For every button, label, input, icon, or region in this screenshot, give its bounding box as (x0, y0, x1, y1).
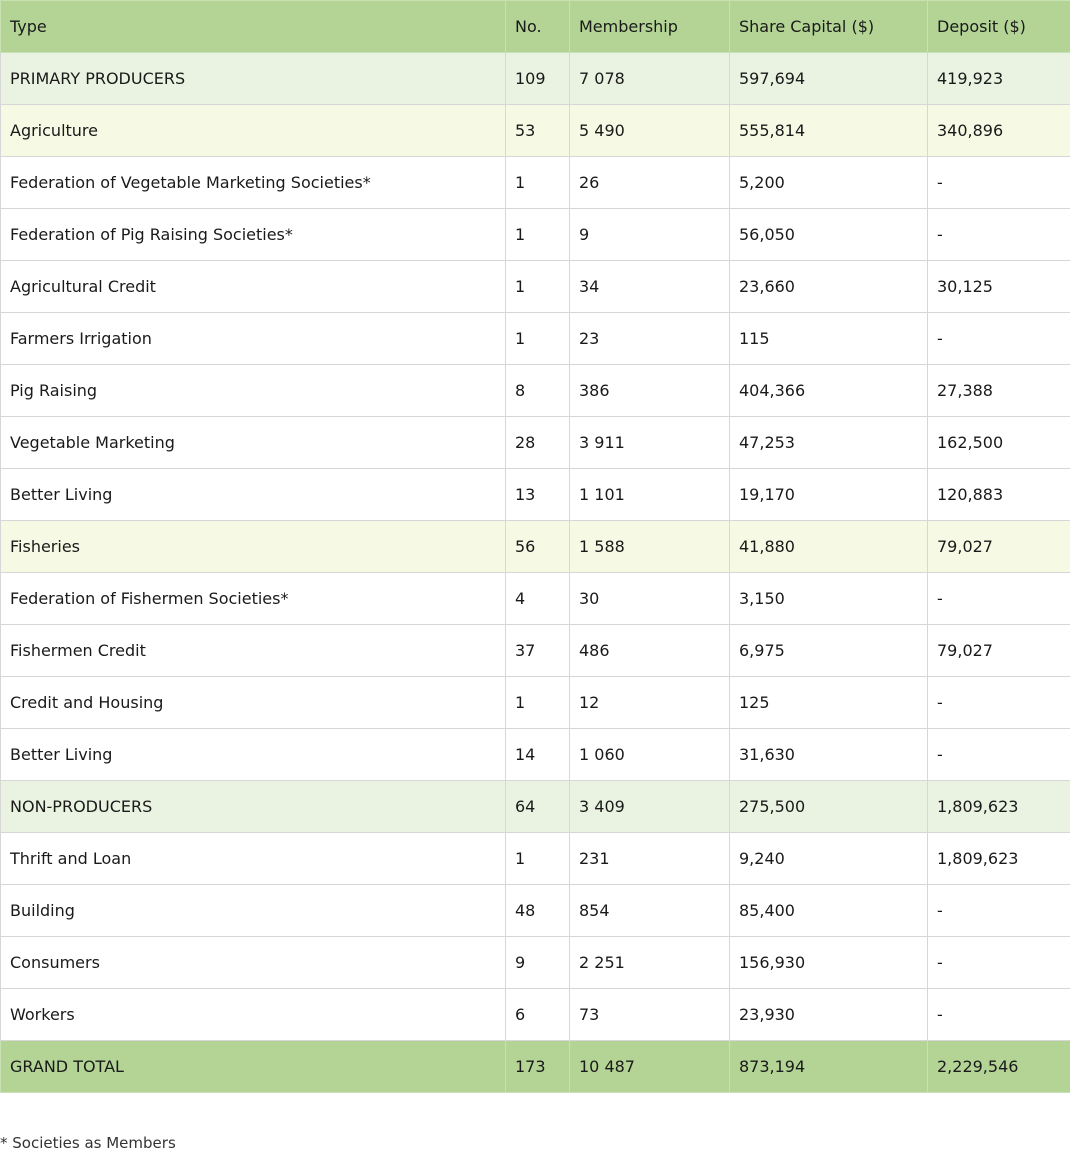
cell-membership: 26 (570, 157, 730, 209)
cell-deposit: 79,027 (928, 625, 1070, 677)
cell-membership: 231 (570, 833, 730, 885)
cell-type: Farmers Irrigation (1, 313, 506, 365)
table-row (1, 209, 1070, 261)
cell-type: Vegetable Marketing (1, 417, 506, 469)
cell-number: 14 (506, 729, 570, 781)
cell-share-capital: 41,880 (730, 521, 928, 573)
cell-number: 173 (506, 1041, 570, 1093)
header-share-capital: Share Capital ($) (730, 1, 928, 53)
cell-share-capital: 404,366 (730, 365, 928, 417)
cell-type: Credit and Housing (1, 677, 506, 729)
cell-deposit: - (928, 677, 1070, 729)
cell-membership: 30 (570, 573, 730, 625)
cell-share-capital: 597,694 (730, 53, 928, 105)
cell-deposit: - (928, 313, 1070, 365)
header-type: Type (1, 1, 506, 53)
header-number: No. (506, 1, 570, 53)
table-row (1, 677, 1070, 729)
table-row (1, 989, 1070, 1041)
header-row (1, 1, 1070, 53)
cell-share-capital: 115 (730, 313, 928, 365)
cell-deposit: 2,229,546 (928, 1041, 1070, 1093)
cell-number: 37 (506, 625, 570, 677)
cell-membership: 23 (570, 313, 730, 365)
cell-number: 1 (506, 157, 570, 209)
cell-type: PRIMARY PRODUCERS (1, 53, 506, 105)
table-header (1, 1, 1070, 53)
cell-share-capital: 873,194 (730, 1041, 928, 1093)
cell-membership: 386 (570, 365, 730, 417)
table-row (1, 417, 1070, 469)
table-row (1, 157, 1070, 209)
cell-membership: 854 (570, 885, 730, 937)
cell-share-capital: 6,975 (730, 625, 928, 677)
cell-share-capital: 31,630 (730, 729, 928, 781)
header-deposit: Deposit ($) (928, 1, 1070, 53)
cell-deposit: 120,883 (928, 469, 1070, 521)
cell-deposit: 79,027 (928, 521, 1070, 573)
cell-membership: 3 409 (570, 781, 730, 833)
cell-share-capital: 47,253 (730, 417, 928, 469)
cell-number: 56 (506, 521, 570, 573)
cell-type: Better Living (1, 469, 506, 521)
cell-membership: 5 490 (570, 105, 730, 157)
cell-deposit: - (928, 573, 1070, 625)
cell-number: 1 (506, 209, 570, 261)
cell-deposit: 419,923 (928, 53, 1070, 105)
cell-type: Agriculture (1, 105, 506, 157)
table-row (1, 729, 1070, 781)
cell-type: Consumers (1, 937, 506, 989)
cell-type: NON-PRODUCERS (1, 781, 506, 833)
cell-number: 9 (506, 937, 570, 989)
cell-share-capital: 275,500 (730, 781, 928, 833)
cell-type: Building (1, 885, 506, 937)
cell-share-capital: 85,400 (730, 885, 928, 937)
cell-number: 28 (506, 417, 570, 469)
cell-number: 64 (506, 781, 570, 833)
cell-type: Federation of Fishermen Societies* (1, 573, 506, 625)
cell-membership: 10 487 (570, 1041, 730, 1093)
subsection-row (1, 105, 1070, 157)
cell-deposit: 340,896 (928, 105, 1070, 157)
cell-membership: 2 251 (570, 937, 730, 989)
cell-type: Agricultural Credit (1, 261, 506, 313)
cell-share-capital: 125 (730, 677, 928, 729)
table-row (1, 833, 1070, 885)
table-body (1, 53, 1070, 1093)
cell-type: Thrift and Loan (1, 833, 506, 885)
cell-deposit: 1,809,623 (928, 833, 1070, 885)
cell-number: 1 (506, 833, 570, 885)
cell-number: 109 (506, 53, 570, 105)
cell-share-capital: 9,240 (730, 833, 928, 885)
cell-deposit: 27,388 (928, 365, 1070, 417)
cell-type: Pig Raising (1, 365, 506, 417)
header-membership: Membership (570, 1, 730, 53)
cell-deposit: - (928, 885, 1070, 937)
table-row (1, 261, 1070, 313)
cell-share-capital: 555,814 (730, 105, 928, 157)
cell-deposit: - (928, 989, 1070, 1041)
cell-number: 6 (506, 989, 570, 1041)
cell-share-capital: 56,050 (730, 209, 928, 261)
cell-number: 53 (506, 105, 570, 157)
table-row (1, 573, 1070, 625)
cell-deposit: 1,809,623 (928, 781, 1070, 833)
table-row (1, 625, 1070, 677)
cell-membership: 9 (570, 209, 730, 261)
cell-type: GRAND TOTAL (1, 1041, 506, 1093)
cell-membership: 1 101 (570, 469, 730, 521)
cell-number: 13 (506, 469, 570, 521)
cell-membership: 12 (570, 677, 730, 729)
cell-number: 48 (506, 885, 570, 937)
cell-share-capital: 19,170 (730, 469, 928, 521)
table-row (1, 365, 1070, 417)
cell-share-capital: 5,200 (730, 157, 928, 209)
cell-deposit: 162,500 (928, 417, 1070, 469)
cell-deposit: 30,125 (928, 261, 1070, 313)
cell-type: Federation of Pig Raising Societies* (1, 209, 506, 261)
cell-number: 1 (506, 677, 570, 729)
cell-deposit: - (928, 937, 1070, 989)
table-row (1, 937, 1070, 989)
cell-type: Fishermen Credit (1, 625, 506, 677)
table-row (1, 885, 1070, 937)
cell-number: 4 (506, 573, 570, 625)
cell-share-capital: 156,930 (730, 937, 928, 989)
cell-membership: 3 911 (570, 417, 730, 469)
cell-deposit: - (928, 729, 1070, 781)
cell-type: Better Living (1, 729, 506, 781)
cell-type: Workers (1, 989, 506, 1041)
footnote: * Societies as Members (0, 1134, 176, 1152)
cell-share-capital: 23,660 (730, 261, 928, 313)
cell-type: Federation of Vegetable Marketing Societies* (1, 157, 506, 209)
cell-number: 1 (506, 313, 570, 365)
cell-membership: 1 588 (570, 521, 730, 573)
cell-membership: 1 060 (570, 729, 730, 781)
cell-membership: 7 078 (570, 53, 730, 105)
section-row (1, 53, 1070, 105)
total-row (1, 1041, 1070, 1093)
cell-share-capital: 23,930 (730, 989, 928, 1041)
cell-deposit: - (928, 209, 1070, 261)
section-row (1, 781, 1070, 833)
cell-number: 1 (506, 261, 570, 313)
cell-membership: 73 (570, 989, 730, 1041)
table-row (1, 469, 1070, 521)
cell-share-capital: 3,150 (730, 573, 928, 625)
cell-membership: 34 (570, 261, 730, 313)
cell-deposit: - (928, 157, 1070, 209)
cell-membership: 486 (570, 625, 730, 677)
cell-number: 8 (506, 365, 570, 417)
cell-type: Fisheries (1, 521, 506, 573)
table-row (1, 313, 1070, 365)
subsection-row (1, 521, 1070, 573)
